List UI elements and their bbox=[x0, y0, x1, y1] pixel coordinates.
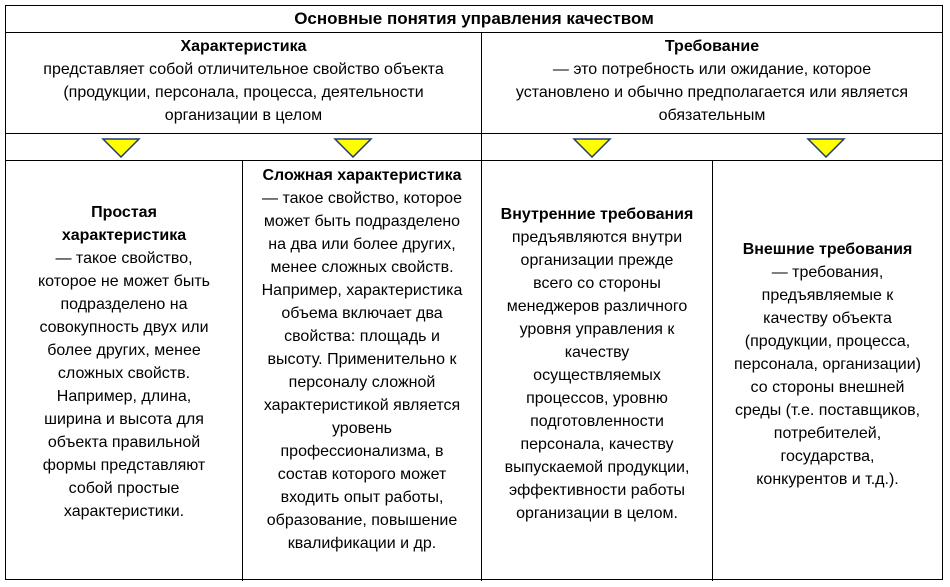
divider bbox=[481, 134, 482, 160]
simple-line: совокупность двух или bbox=[39, 319, 209, 336]
complex-line: характеристикой является bbox=[263, 397, 461, 414]
characteristic-heading: Характеристика bbox=[180, 38, 307, 55]
internal-line: осуществляемых bbox=[533, 367, 661, 384]
requirement-line: установлено и обычно предполагается или является bbox=[515, 84, 909, 101]
down-arrow-icon bbox=[806, 138, 846, 158]
complex-line: квалификации и др. bbox=[287, 535, 437, 552]
internal-line: эффективности работы bbox=[508, 482, 686, 499]
complex-line: свойства: площадь и bbox=[284, 328, 440, 345]
requirement-heading: Требование bbox=[664, 38, 760, 55]
complex-line: профессионализма, в bbox=[280, 443, 444, 460]
simple-line: ширина и высота для bbox=[44, 411, 204, 428]
external-line: — требования, bbox=[771, 264, 884, 281]
simple-line: характеристики. bbox=[63, 503, 185, 520]
down-arrow-icon bbox=[333, 138, 373, 158]
internal-line: менеджеров различного bbox=[506, 298, 688, 315]
complex-line: менее сложных свойств. bbox=[270, 259, 454, 276]
internal-line: организации в целом. bbox=[516, 505, 678, 522]
characteristic-line: организации в целом bbox=[164, 107, 323, 124]
external-line: качеству объекта bbox=[763, 310, 892, 327]
characteristic-line: (продукции, персонала, процесса, деятельности bbox=[63, 84, 424, 101]
complex-characteristic-cell bbox=[243, 161, 481, 581]
external-line: со стороны внешней bbox=[750, 379, 905, 396]
definitions-row bbox=[6, 33, 942, 134]
external-requirements-cell bbox=[713, 161, 942, 581]
internal-line: персонала, качеству bbox=[520, 436, 674, 453]
details-row bbox=[6, 161, 942, 581]
complex-line: Например, характеристика bbox=[261, 282, 463, 299]
complex-line: может быть подразделено bbox=[263, 213, 461, 230]
internal-line: уровня управления к bbox=[519, 321, 675, 338]
external-line: предъявляемые к bbox=[761, 287, 894, 304]
arrows-row bbox=[6, 134, 942, 161]
complex-line: — такое свойство, которое bbox=[262, 190, 462, 207]
requirement-line: обязательным bbox=[658, 107, 766, 124]
down-arrow-icon bbox=[101, 138, 141, 158]
internal-line: всего со стороны bbox=[533, 275, 661, 292]
requirement-line: — это потребность или ожидание, которое bbox=[552, 61, 872, 78]
complex-line: состав которого может bbox=[277, 466, 447, 483]
internal-heading: Внутренние требования bbox=[500, 206, 694, 223]
simple-line: — такое свойство, bbox=[55, 250, 193, 267]
characteristic-line: представляет собой отличительное свойство объекта bbox=[43, 61, 444, 78]
external-line: потребителей, bbox=[773, 425, 882, 442]
simple-line: формы представляют bbox=[42, 457, 206, 474]
internal-line: организации прежде bbox=[520, 252, 674, 269]
internal-line: процессов, уровню bbox=[526, 390, 668, 407]
complex-line: высоту. Применительно к bbox=[267, 351, 457, 368]
external-line: персонала, организации) bbox=[734, 356, 921, 373]
table-title: Основные понятия управления качеством bbox=[6, 6, 942, 33]
internal-line: подготовленности bbox=[530, 413, 664, 430]
complex-line: объема включает два bbox=[281, 305, 443, 322]
simple-line: Например, длина, bbox=[56, 388, 192, 405]
simple-line: которое не может быть bbox=[38, 273, 210, 290]
external-line: (продукции, процесса, bbox=[744, 333, 911, 350]
external-heading: Внешние требования bbox=[742, 241, 913, 258]
simple-line: собой простые bbox=[68, 480, 180, 497]
internal-line: выпускаемой продукции, bbox=[504, 459, 690, 476]
simple-heading: Простая bbox=[91, 204, 157, 221]
simple-line: более других, менее bbox=[47, 342, 201, 359]
complex-line: на два или более других, bbox=[268, 236, 456, 253]
complex-line: персоналу сложной bbox=[288, 374, 436, 391]
complex-line: уровень bbox=[331, 420, 392, 437]
simple-line: подразделено на bbox=[60, 296, 188, 313]
characteristic-cell bbox=[6, 33, 481, 133]
internal-line: качеству bbox=[564, 344, 630, 361]
simple-heading: характеристика bbox=[61, 227, 187, 244]
simple-line: сложных свойств. bbox=[57, 365, 191, 382]
complex-heading: Сложная характеристика bbox=[262, 167, 462, 184]
internal-line: предъявляются внутри bbox=[511, 229, 683, 246]
complex-line: образование, повышение bbox=[266, 512, 458, 529]
internal-requirements-cell bbox=[482, 161, 712, 581]
simple-line: объекта правильной bbox=[47, 434, 201, 451]
external-line: конкурентов и т.д.). bbox=[756, 471, 899, 488]
simple-characteristic-cell bbox=[6, 161, 242, 581]
concepts-table bbox=[5, 5, 943, 580]
external-line: среды (т.е. поставщиков, bbox=[734, 402, 921, 419]
requirement-cell bbox=[482, 33, 942, 133]
down-arrow-icon bbox=[572, 138, 612, 158]
complex-line: входить опыт работы, bbox=[280, 489, 444, 506]
external-line: государства, bbox=[780, 448, 875, 465]
